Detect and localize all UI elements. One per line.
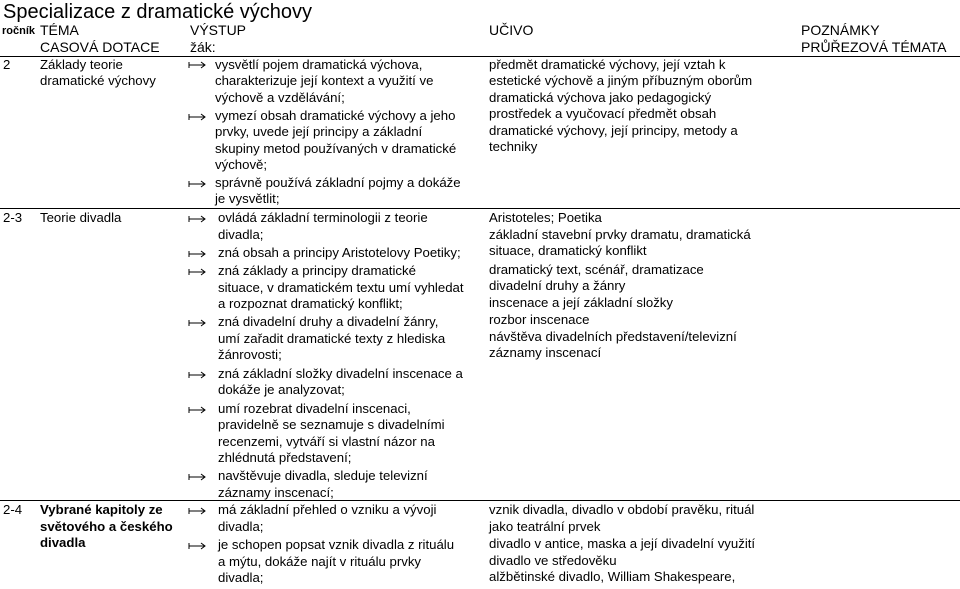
vystup-line: výchově; [215, 157, 268, 172]
vystup-line: divadla; [218, 227, 264, 242]
ucivo-line: rozbor inscenace [489, 312, 590, 327]
vystup-line: vysvětlí pojem dramatická výchova, [215, 57, 423, 72]
row-divider [0, 500, 960, 501]
ucivo-line: vznik divadla, divadlo v období pravěku, rituál [489, 502, 755, 517]
header-ucivo: UČIVO [489, 22, 534, 38]
row-tema-line: Základy teorie [40, 57, 123, 72]
ucivo-line: divadlo ve středověku [489, 553, 617, 568]
arrow-right-icon [188, 471, 208, 483]
arrow-right-icon [188, 111, 208, 123]
header-rocnik: ročník [2, 25, 36, 37]
vystup-line: umí zařadit dramatické texty z hlediska [218, 331, 446, 346]
row-tema-line: divadla [40, 535, 86, 550]
header-vystup: VÝSTUP [190, 22, 247, 38]
header-divider [0, 56, 960, 57]
row-tema-line: dramatické výchovy [40, 73, 156, 88]
vystup-line: recenzemi, vytváří si vlastní názor na [218, 434, 435, 449]
header-poznamky: POZNÁMKY [801, 22, 880, 38]
vystup-line: zná divadelní druhy a divadelní žánry, [218, 314, 439, 329]
vystup-line: má základní přehled o vzniku a vývoji [218, 502, 437, 517]
ucivo-line: techniky [489, 139, 538, 154]
row-tema-line: Teorie divadla [40, 210, 122, 225]
vystup-line: divadla; [218, 519, 264, 534]
ucivo-line: prostředek a vyučovací předmět obsah [489, 106, 717, 121]
arrow-right-icon [188, 404, 208, 416]
vystup-line: a rozpoznat dramatický konflikt; [218, 296, 403, 311]
vystup-line: charakterizuje její kontext a využití ve [215, 73, 434, 88]
row-tema-line: světového a českého [40, 519, 173, 534]
arrow-right-icon [188, 248, 208, 260]
arrow-right-icon [188, 317, 208, 329]
header-tema: TÉMA [40, 22, 79, 38]
header-casova-dotace: CASOVÁ DOTACE [40, 39, 160, 55]
arrow-right-icon [188, 540, 208, 552]
vystup-line: zná základní složky divadelní inscenace a [218, 366, 463, 381]
arrow-right-icon [188, 213, 208, 225]
ucivo-line: Aristoteles; Poetika [489, 210, 602, 225]
vystup-line: a mýtu, dokáže najít v rituálu prvky [218, 554, 422, 569]
ucivo-line: dramatické výchovy, její principy, metody a [489, 123, 738, 138]
arrow-right-icon [188, 178, 208, 190]
ucivo-line: inscenace a její základní složky [489, 295, 673, 310]
ucivo-line: záznamy inscenací [489, 345, 602, 360]
ucivo-line: dramatický text, scénář, dramatizace [489, 262, 704, 277]
vystup-line: pravidelně se seznamuje s divadelními [218, 417, 445, 432]
row-rocnik: 2-4 [3, 502, 23, 517]
arrow-right-icon [188, 505, 208, 517]
row-divider [0, 208, 960, 209]
row-rocnik: 2 [3, 57, 11, 72]
ucivo-line: jako teatrální prvek [489, 519, 601, 534]
vystup-line: prvky, uvede její principy a základní [215, 124, 423, 139]
vystup-line: správně používá základní pojmy a dokáže [215, 175, 461, 190]
row-rocnik: 2-3 [3, 210, 23, 225]
page-title: Specializace z dramatické výchovy [3, 1, 313, 23]
header-zak: žák: [190, 39, 216, 55]
vystup-line: vymezí obsah dramatické výchovy a jeho [215, 108, 456, 123]
ucivo-line: alžbětinské divadlo, William Shakespeare, [489, 569, 736, 584]
ucivo-line: návštěva divadelních představení/televizní [489, 329, 737, 344]
vystup-line: zná základy a principy dramatické [218, 263, 416, 278]
ucivo-line: divadlo v antice, maska a její divadelní využití [489, 536, 756, 551]
arrow-right-icon [188, 59, 208, 71]
vystup-line: umí rozebrat divadelní inscenaci, [218, 401, 411, 416]
ucivo-line: situace, dramatický konflikt [489, 243, 647, 258]
arrow-right-icon [188, 266, 208, 278]
row-tema-line: Vybrané kapitoly ze [40, 502, 163, 517]
vystup-line: situace, v dramatickém textu umí vyhledat [218, 280, 464, 295]
arrow-right-icon [188, 369, 208, 381]
vystup-line: záznamy inscenací; [218, 485, 334, 500]
ucivo-line: estetické výchově a jiným příbuzným oborům [489, 73, 753, 88]
vystup-line: skupiny metod používaných v dramatické [215, 141, 457, 156]
header-prurezova-temata: PRŮŘEZOVÁ TÉMATA [801, 39, 947, 55]
vystup-line: divadla; [218, 570, 264, 585]
ucivo-line: dramatická výchova jako pedagogický [489, 90, 712, 105]
vystup-line: zná obsah a principy Aristotelovy Poetiky; [218, 245, 461, 260]
vystup-line: navštěvuje divadla, sleduje televizní [218, 468, 428, 483]
ucivo-line: předmět dramatické výchovy, její vztah k [489, 57, 726, 72]
vystup-line: výchově a vzdělávání; [215, 90, 345, 105]
vystup-line: je schopen popsat vznik divadla z rituálu [218, 537, 455, 552]
vystup-line: ovládá základní terminologii z teorie [218, 210, 428, 225]
vystup-line: žánrovosti; [218, 347, 282, 362]
vystup-line: dokáže je analyzovat; [218, 382, 345, 397]
ucivo-line: divadelní druhy a žánry [489, 278, 626, 293]
vystup-line: zhlédnutá představení; [218, 450, 352, 465]
vystup-line: je vysvětlit; [215, 191, 280, 206]
ucivo-line: základní stavební prvky dramatu, dramatická [489, 227, 751, 242]
